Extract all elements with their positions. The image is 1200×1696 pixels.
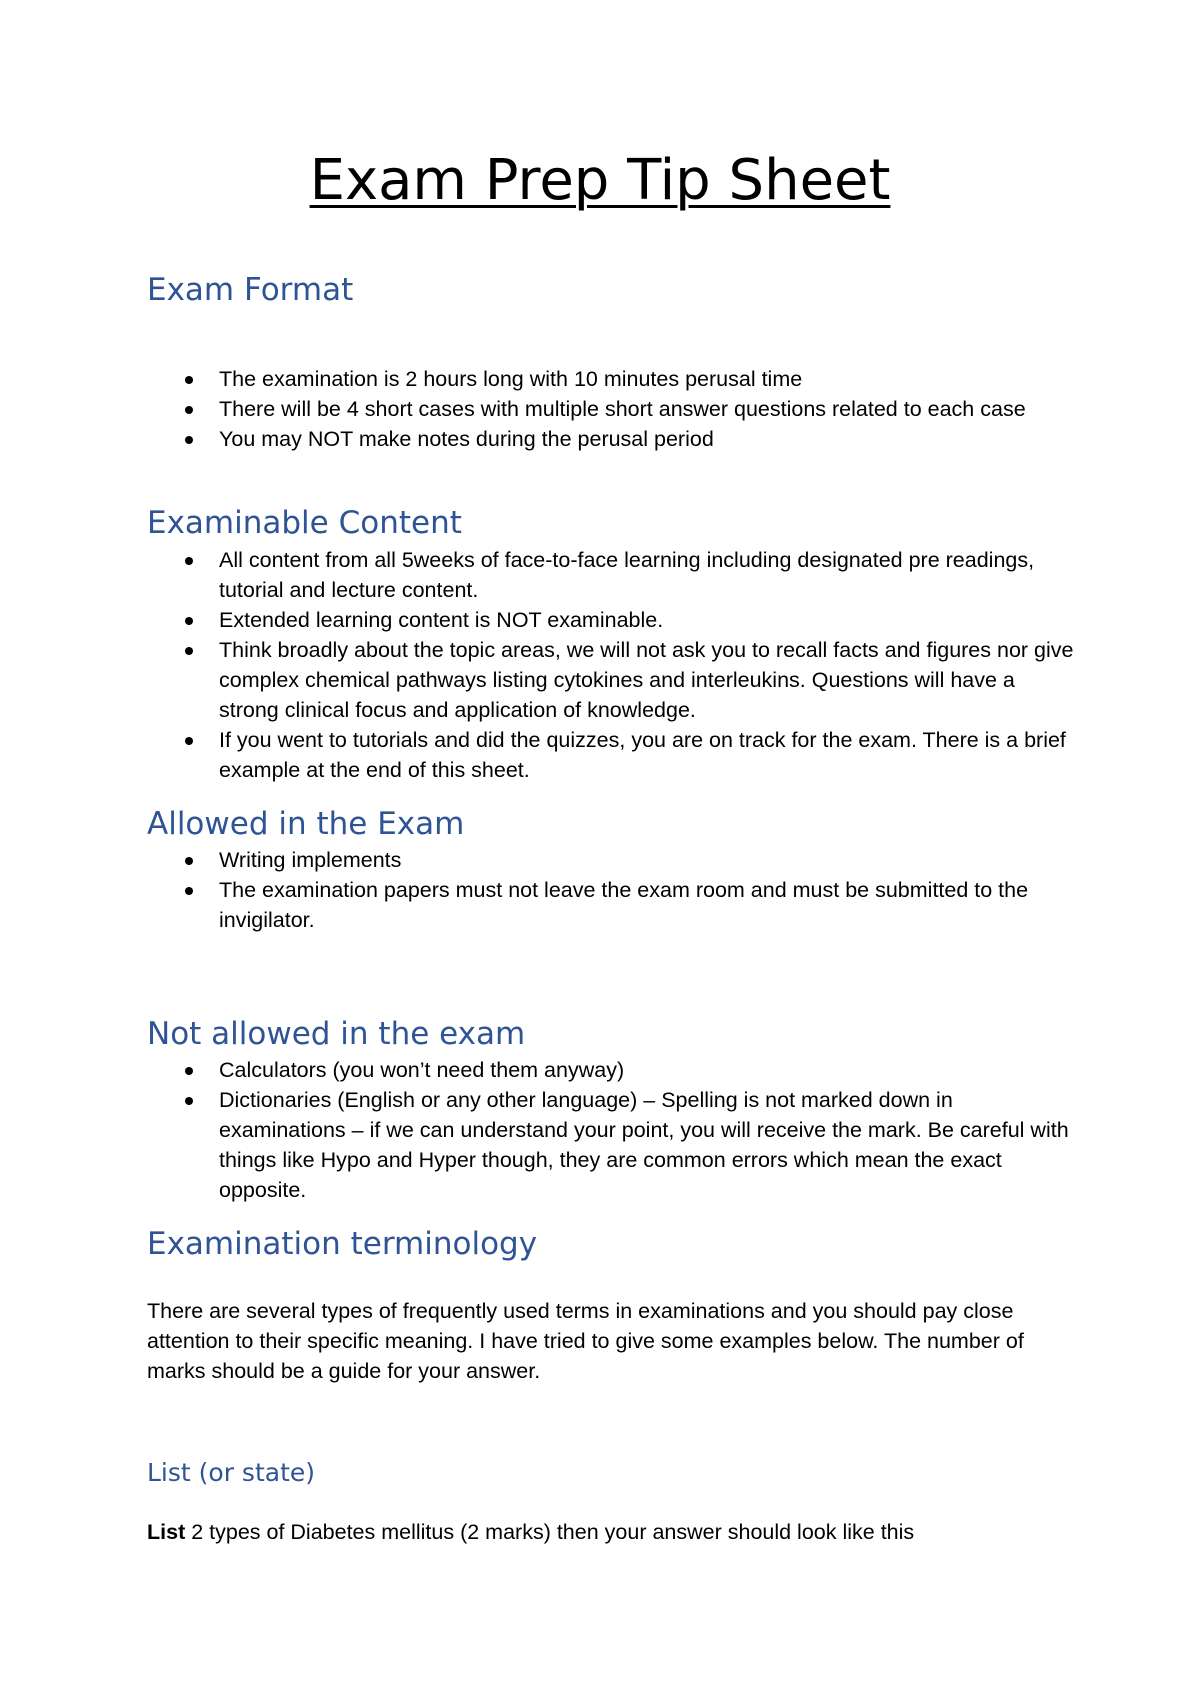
list-examinable-content xyxy=(147,545,1077,785)
bullet-icon xyxy=(185,617,193,625)
heading-examinable-content: Examinable Content xyxy=(147,505,462,541)
bullet-icon xyxy=(185,406,193,414)
list-item: Extended learning content is NOT examinable. xyxy=(147,605,1077,635)
list-item: If you went to tutorials and did the quizzes, you are on track for the exam. There is a brief example at the end of this sheet. xyxy=(147,725,1077,785)
heading-exam-format: Exam Format xyxy=(147,272,354,308)
list-not-allowed xyxy=(147,1055,1077,1205)
list-item: You may NOT make notes during the perusal period xyxy=(147,424,1077,454)
list-item: There will be 4 short cases with multiple short answer questions related to each case xyxy=(147,394,1077,424)
bullet-icon xyxy=(185,737,193,745)
list-item: Think broadly about the topic areas, we will not ask you to recall facts and figures nor give complex chemical pathways listing cytokines and interleukins. Questions will have a strong clinical focus and application of knowledge. xyxy=(147,635,1077,725)
bullet-icon xyxy=(185,647,193,655)
list-item: Dictionaries (English or any other language) – Spelling is not marked down in examinations – if we can understand your point, you will receive the mark. Be careful with things like Hypo and Hyper though, they are common errors which mean the exact opposite. xyxy=(147,1085,1077,1205)
bullet-icon xyxy=(185,1067,193,1075)
list-item: Calculators (you won’t need them anyway) xyxy=(147,1055,1077,1085)
keyword-list: List xyxy=(147,1520,186,1544)
bullet-icon xyxy=(185,376,193,384)
bullet-icon xyxy=(185,436,193,444)
bullet-icon xyxy=(185,557,193,565)
bullet-icon xyxy=(185,1097,193,1105)
heading-allowed: Allowed in the Exam xyxy=(147,806,465,842)
heading-terminology: Examination terminology xyxy=(147,1226,538,1262)
heading-not-allowed: Not allowed in the exam xyxy=(147,1016,526,1052)
page-title: Exam Prep Tip Sheet xyxy=(309,148,891,213)
list-item: All content from all 5weeks of face-to-face learning including designated pre readings, tutorial and lecture content. xyxy=(147,545,1077,605)
bullet-icon xyxy=(185,887,193,895)
list-exam-format xyxy=(147,364,1077,454)
list-item: The examination papers must not leave the exam room and must be submitted to the invigilator. xyxy=(147,875,1077,935)
list-item: Writing implements xyxy=(147,845,1077,875)
heading-list-or-state: List (or state) xyxy=(147,1458,316,1487)
list-example-sentence: List 2 types of Diabetes mellitus (2 marks) then your answer should look like this xyxy=(147,1520,915,1544)
list-item: The examination is 2 hours long with 10 minutes perusal time xyxy=(147,364,1077,394)
bullet-icon xyxy=(185,857,193,865)
list-allowed xyxy=(147,845,1077,935)
terminology-paragraph: There are several types of frequently used terms in examinations and you should pay close attention to their specific meaning. I have tried to give some examples below. The number of marks should be a guide for your answer. xyxy=(147,1299,1024,1383)
